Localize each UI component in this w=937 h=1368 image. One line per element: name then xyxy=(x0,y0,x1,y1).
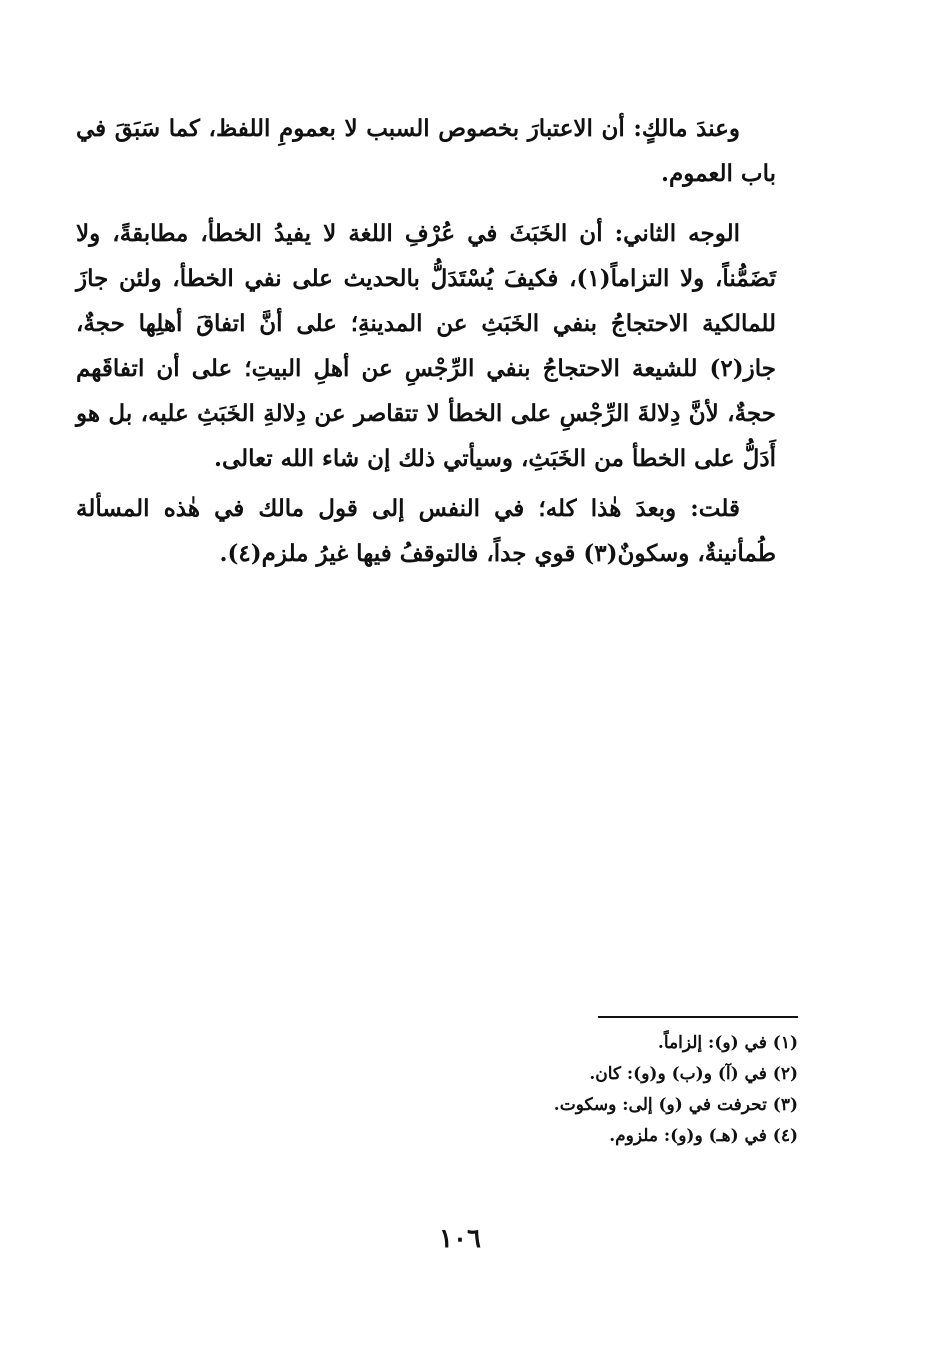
footnote-1: (١) في (و): إلزاماً. xyxy=(657,1033,798,1053)
footnotes-list xyxy=(440,1028,798,1152)
page-number: ١٠٦ xyxy=(439,1224,481,1254)
footnote-4: (٤) في (هـ) و(و): ملزوم. xyxy=(609,1126,798,1146)
footnote-divider xyxy=(598,1016,798,1018)
paragraph-malik-opinion: وعندَ مالكٍ: أن الاعتبارَ بخصوص السبب لا بعمومِ اللفظ، كما سَبَقَ في باب العموم. xyxy=(76,115,776,187)
footnote-2: (٢) في (آ) و(ب) و(و): كان. xyxy=(589,1064,798,1084)
footnote-3: (٣) تحرفت في (و) إلى: وسكوت. xyxy=(553,1095,798,1115)
paragraph-author-conclusion: قلت: وبعدَ هٰذا كله؛ في النفس إلى قول مالك في هٰذه المسألة طُمأنينةٌ، وسكونٌ(٣) قوي جداً، فالتوقفُ فيها غيرُ ملزم(٤). xyxy=(76,495,776,567)
paragraph-second-aspect: الوجه الثاني: أن الخَبَثَ في عُرْفِ اللغة لا يفيدُ الخطأ، مطابقةً، ولا تَضَمُّناً، ولا التزاماً(١)، فكيفَ يُسْتَدَلُّ بالحديث على نفي الخطأ، ولئن جازَ للمالكية الاحتجاجُ بنفي الخَبَثِ عن المدينةِ؛ على أنَّ اتفاقَ أهلِها حجةٌ، جاز(٢) للشيعة الاحتجاجُ بنفي الرِّجْسِ عن أهلِ البيتِ؛ على أن اتفاقَهم حجةٌ، لأنَّ دِلالةَ الرِّجْسِ على الخطأ لا تتقاصر عن دِلالةِ الخَبَثِ عليه، بل هو أَدَلُّ على الخطأ من الخَبَثِ، وسيأتي ذلك إن شاء الله تعالى. xyxy=(76,220,776,472)
